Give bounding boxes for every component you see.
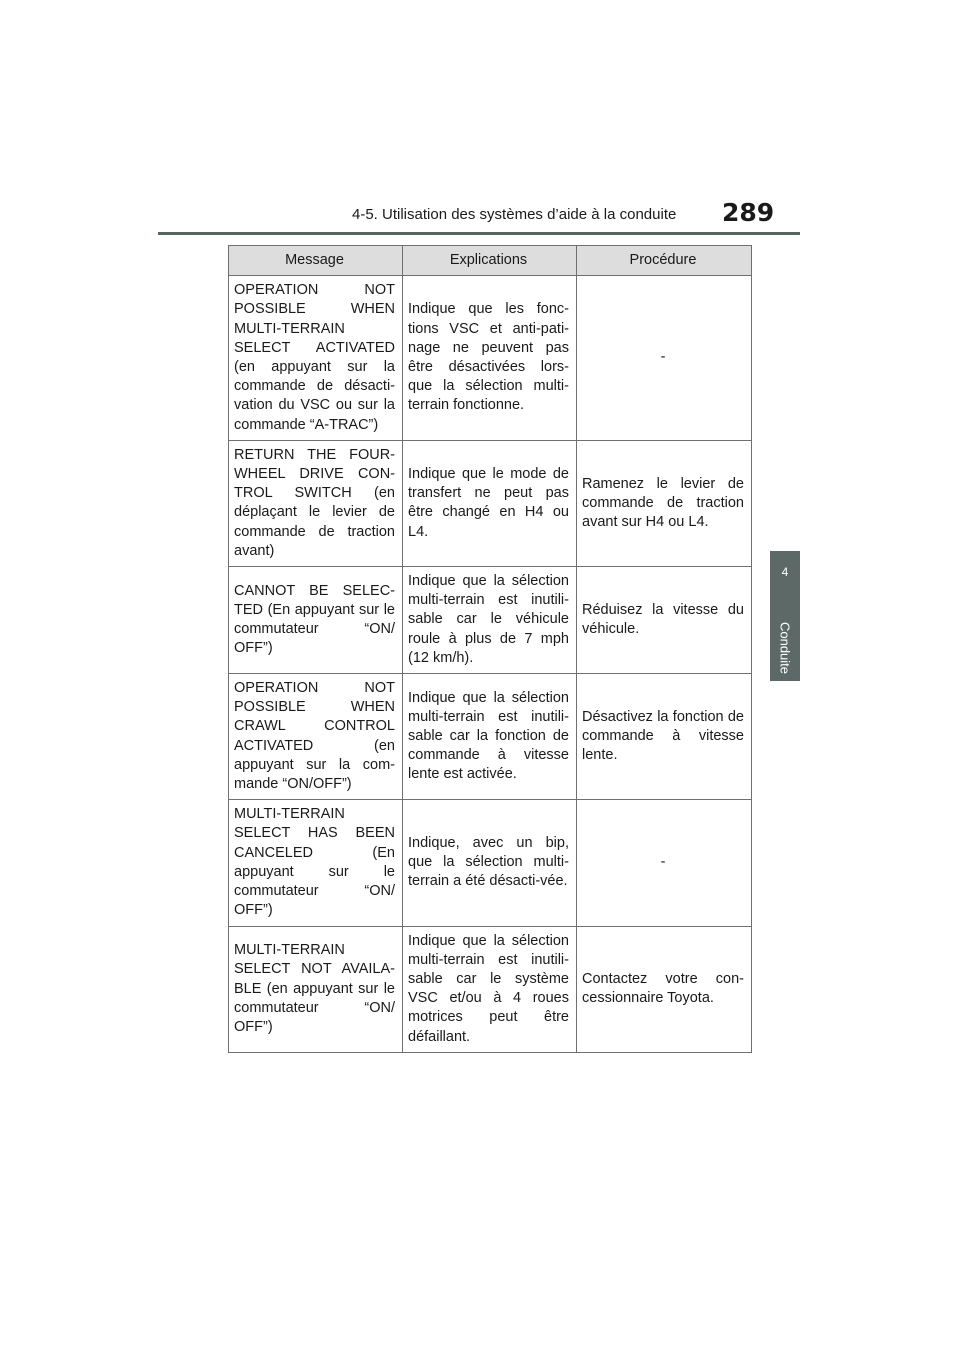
table-row xyxy=(229,276,752,441)
chapter-label: Conduite xyxy=(777,621,793,675)
page-number: 289 xyxy=(722,198,775,227)
explanation-cell: Indique que la sélection multi-terrain est inutili-sable car le système VSC et/ou à 4 roues motrices peut être défaillant. xyxy=(403,926,577,1052)
header-divider xyxy=(158,232,800,235)
table-header-row xyxy=(229,246,752,276)
column-header-procedure: Procédure xyxy=(577,246,752,276)
message-cell: MULTI-TERRAIN SELECT NOT AVAILA-BLE (en appuyant sur le commutateur “ON/ OFF”) xyxy=(229,926,403,1052)
procedure-cell: - xyxy=(577,800,752,926)
explanation-cell: Indique, avec un bip, que la sélection multi-terrain a été désacti-vée. xyxy=(403,800,577,926)
table-row xyxy=(229,800,752,926)
section-title: 4-5. Utilisation des systèmes d’aide à la conduite xyxy=(352,206,677,223)
table-row xyxy=(229,567,752,674)
procedure-cell: - xyxy=(577,276,752,441)
message-table xyxy=(228,245,752,1053)
message-cell: OPERATION NOT POSSIBLE WHEN MULTI-TERRAIN SELECT ACTIVATED (en appuyant sur la commande de désacti-vation du VSC ou sur la commande “A-TRAC”) xyxy=(229,276,403,441)
message-cell: OPERATION NOT POSSIBLE WHEN CRAWL CONTROL ACTIVATED (en appuyant sur la com-mande “ON/OFF”) xyxy=(229,674,403,800)
explanation-cell: Indique que le mode de transfert ne peut pas être changé en H4 ou L4. xyxy=(403,440,577,566)
table-row xyxy=(229,440,752,566)
message-cell: CANNOT BE SELEC-TED (En appuyant sur le commutateur “ON/ OFF”) xyxy=(229,567,403,674)
column-header-message: Message xyxy=(229,246,403,276)
procedure-cell: Ramenez le levier de commande de traction avant sur H4 ou L4. xyxy=(577,440,752,566)
message-cell: RETURN THE FOUR-WHEEL DRIVE CON-TROL SWITCH (en déplaçant le levier de commande de traction avant) xyxy=(229,440,403,566)
procedure-cell: Réduisez la vitesse du véhicule. xyxy=(577,567,752,674)
message-cell: MULTI-TERRAIN SELECT HAS BEEN CANCELED (En appuyant sur le commutateur “ON/ OFF”) xyxy=(229,800,403,926)
table-row xyxy=(229,674,752,800)
explanation-cell: Indique que les fonc-tions VSC et anti-pati-nage ne peuvent pas être désactivées lors-que la sélection multi-terrain fonctionne. xyxy=(403,276,577,441)
procedure-cell: Contactez votre con-cessionnaire Toyota. xyxy=(577,926,752,1052)
procedure-cell: Désactivez la fonction de commande à vitesse lente. xyxy=(577,674,752,800)
explanation-cell: Indique que la sélection multi-terrain est inutili-sable car le véhicule roule à plus de 7 mph (12 km/h). xyxy=(403,567,577,674)
explanation-cell: Indique que la sélection multi-terrain est inutili-sable car la fonction de commande à vitesse lente est activée. xyxy=(403,674,577,800)
table-row xyxy=(229,926,752,1052)
column-header-explications: Explications xyxy=(403,246,577,276)
chapter-number: 4 xyxy=(781,565,789,579)
